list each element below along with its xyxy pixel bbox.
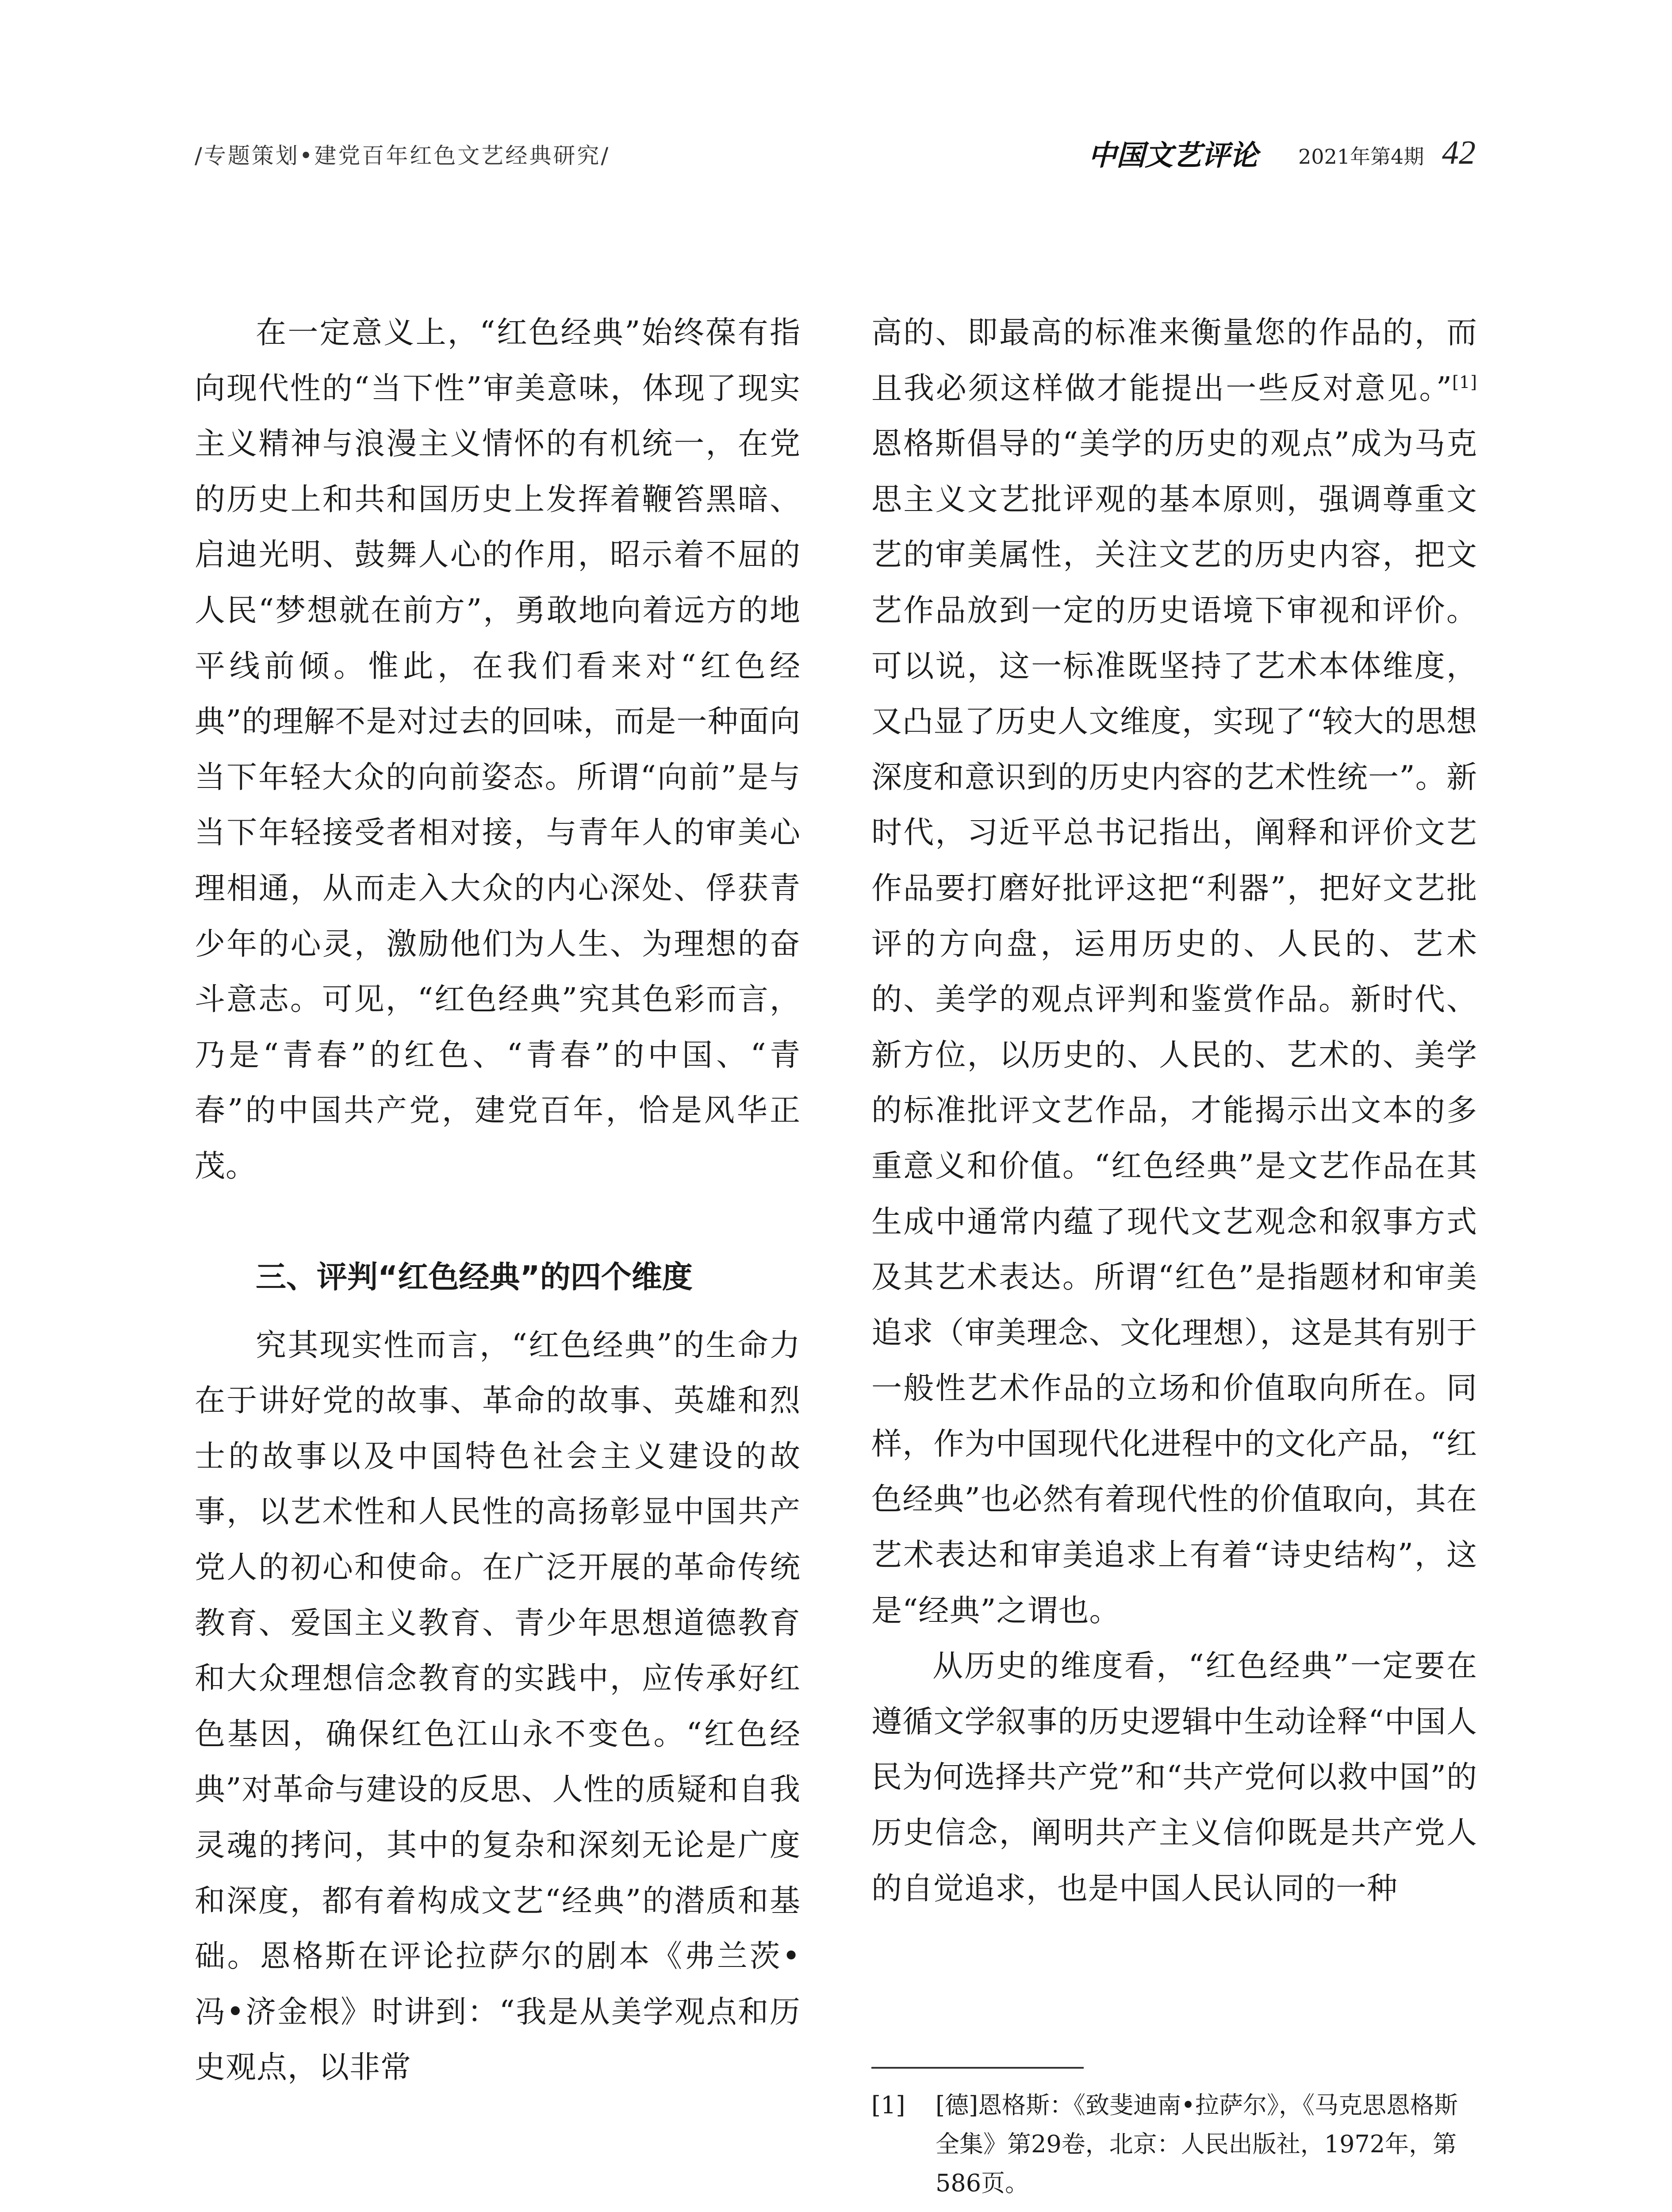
- paragraph: 在一定意义上，“红色经典”始终葆有指向现代性的“当下性”审美意味，体现了现实主义精神与浪漫主义情怀的有机统一，在党的历史上和共和国历史上发挥着鞭笞黑暗、启迪光明、鼓舞人心的作用，昭示着不屈的人民“梦想就在前方”，勇敢地向着远方的地平线前倾。惟此，在我们看来对“红色经典”的理解不是对过去的回味，而是一种面向当下年轻大众的向前姿态。所谓“向前”是与当下年轻接受者相对接，与青年人的审美心理相通，从而走入大众的内心深处、俘获青少年的心灵，激励他们为人生、为理想的奋斗意志。可见，“红色经典”究其色彩而言，乃是“青春”的红色、“青春”的中国、“青春”的中国共产党，建党百年，恰是风华正茂。: [195, 315, 801, 1184]
- section-heading: 三、评判“红色经典”的四个维度: [256, 1260, 693, 1295]
- paragraph-text: 恩格斯倡导的“美学的历史的观点”成为马克思主义文艺批评观的基本原则，强调尊重文艺的审美属性，关注文艺的历史内容，把文艺作品放到一定的历史语境下审视和评价。可以说，这一标准既坚持了艺术本体维度，又凸显了历史人文维度，实现了“较大的思想深度和意识到的历史内容的艺术性统一”。新时代，习近平总书记指出，阐释和评价文艺作品要打磨好批评这把“利器”，把好文艺批评的方向盘，运用历史的、人民的、艺术的、美学的观点评判和鉴赏作品。新时代、新方位，以历史的、人民的、艺术的、美学的标准批评文艺作品，才能揭示出文本的多重意义和价值。“红色经典”是文艺作品在其生成中通常内蕴了现代文艺观念和叙事方式及其艺术表达。所谓“红色”是指题材和审美追求（审美理念、文化理想），这是其有别于一般性艺术作品的立场和价值取向所在。同样，作为中国现代化进程中的文化产品，“红色经典”也必然有着现代性的价值取向，其在艺术表达和审美追求上有着“诗史结构”，这是“经典”之谓也。: [871, 426, 1477, 1628]
- footnote: [871, 2086, 1477, 2203]
- page-number: 42: [1442, 134, 1476, 171]
- footnote-divider: [871, 2067, 1084, 2069]
- left-column: [195, 305, 801, 2096]
- paragraph-text: 高的、即最高的标准来衡量您的作品的，而且我必须这样做才能提出一些反对意见。”: [871, 315, 1477, 406]
- footnote-text: [德]恩格斯：《致斐迪南•拉萨尔》，《马克思恩格斯全集》第29卷，北京：人民出版社，1972年，第586页。: [936, 2091, 1458, 2197]
- section-title: /专题策划•建党百年红色文艺经典研究/: [195, 143, 610, 169]
- journal-name: 中国文艺评论: [1088, 139, 1258, 172]
- paragraph: 究其现实性而言，“红色经典”的生命力在于讲好党的故事、革命的故事、英雄和烈士的故事以及中国特色社会主义建设的故事，以艺术性和人民性的高扬彰显中国共产党人的初心和使命。在广泛开展的革命传统教育、爱国主义教育、青少年思想道德教育和大众理想信念教育的实践中，应传承好红色基因，确保红色江山永不变色。“红色经典”对革命与建设的反思、人性的质疑和自我灵魂的拷问，其中的复杂和深刻无论是广度和深度，都有着构成文艺“经典”的潜质和基础。恩格斯在评论拉萨尔的剧本《弗兰茨•冯•济金根》时讲到：“我是从美学观点和历史观点，以非常: [195, 1327, 801, 2085]
- page-header: [0, 133, 1672, 177]
- right-column: [871, 305, 1477, 1916]
- paragraph: 从历史的维度看，“红色经典”一定要在遵循文学叙事的历史逻辑中生动诠释“中国人民为何选择共产党”和“共产党何以救中国”的历史信念，阐明共产主义信仰既是共产党人的自觉追求，也是中国人民认同的一种: [871, 1648, 1477, 1906]
- paragraph-continued: [871, 305, 1477, 1639]
- issue-label: 2021年第4期: [1298, 145, 1424, 169]
- citation-marker[interactable]: [1]: [1452, 372, 1477, 392]
- footnote-mark: [1]: [871, 2091, 905, 2119]
